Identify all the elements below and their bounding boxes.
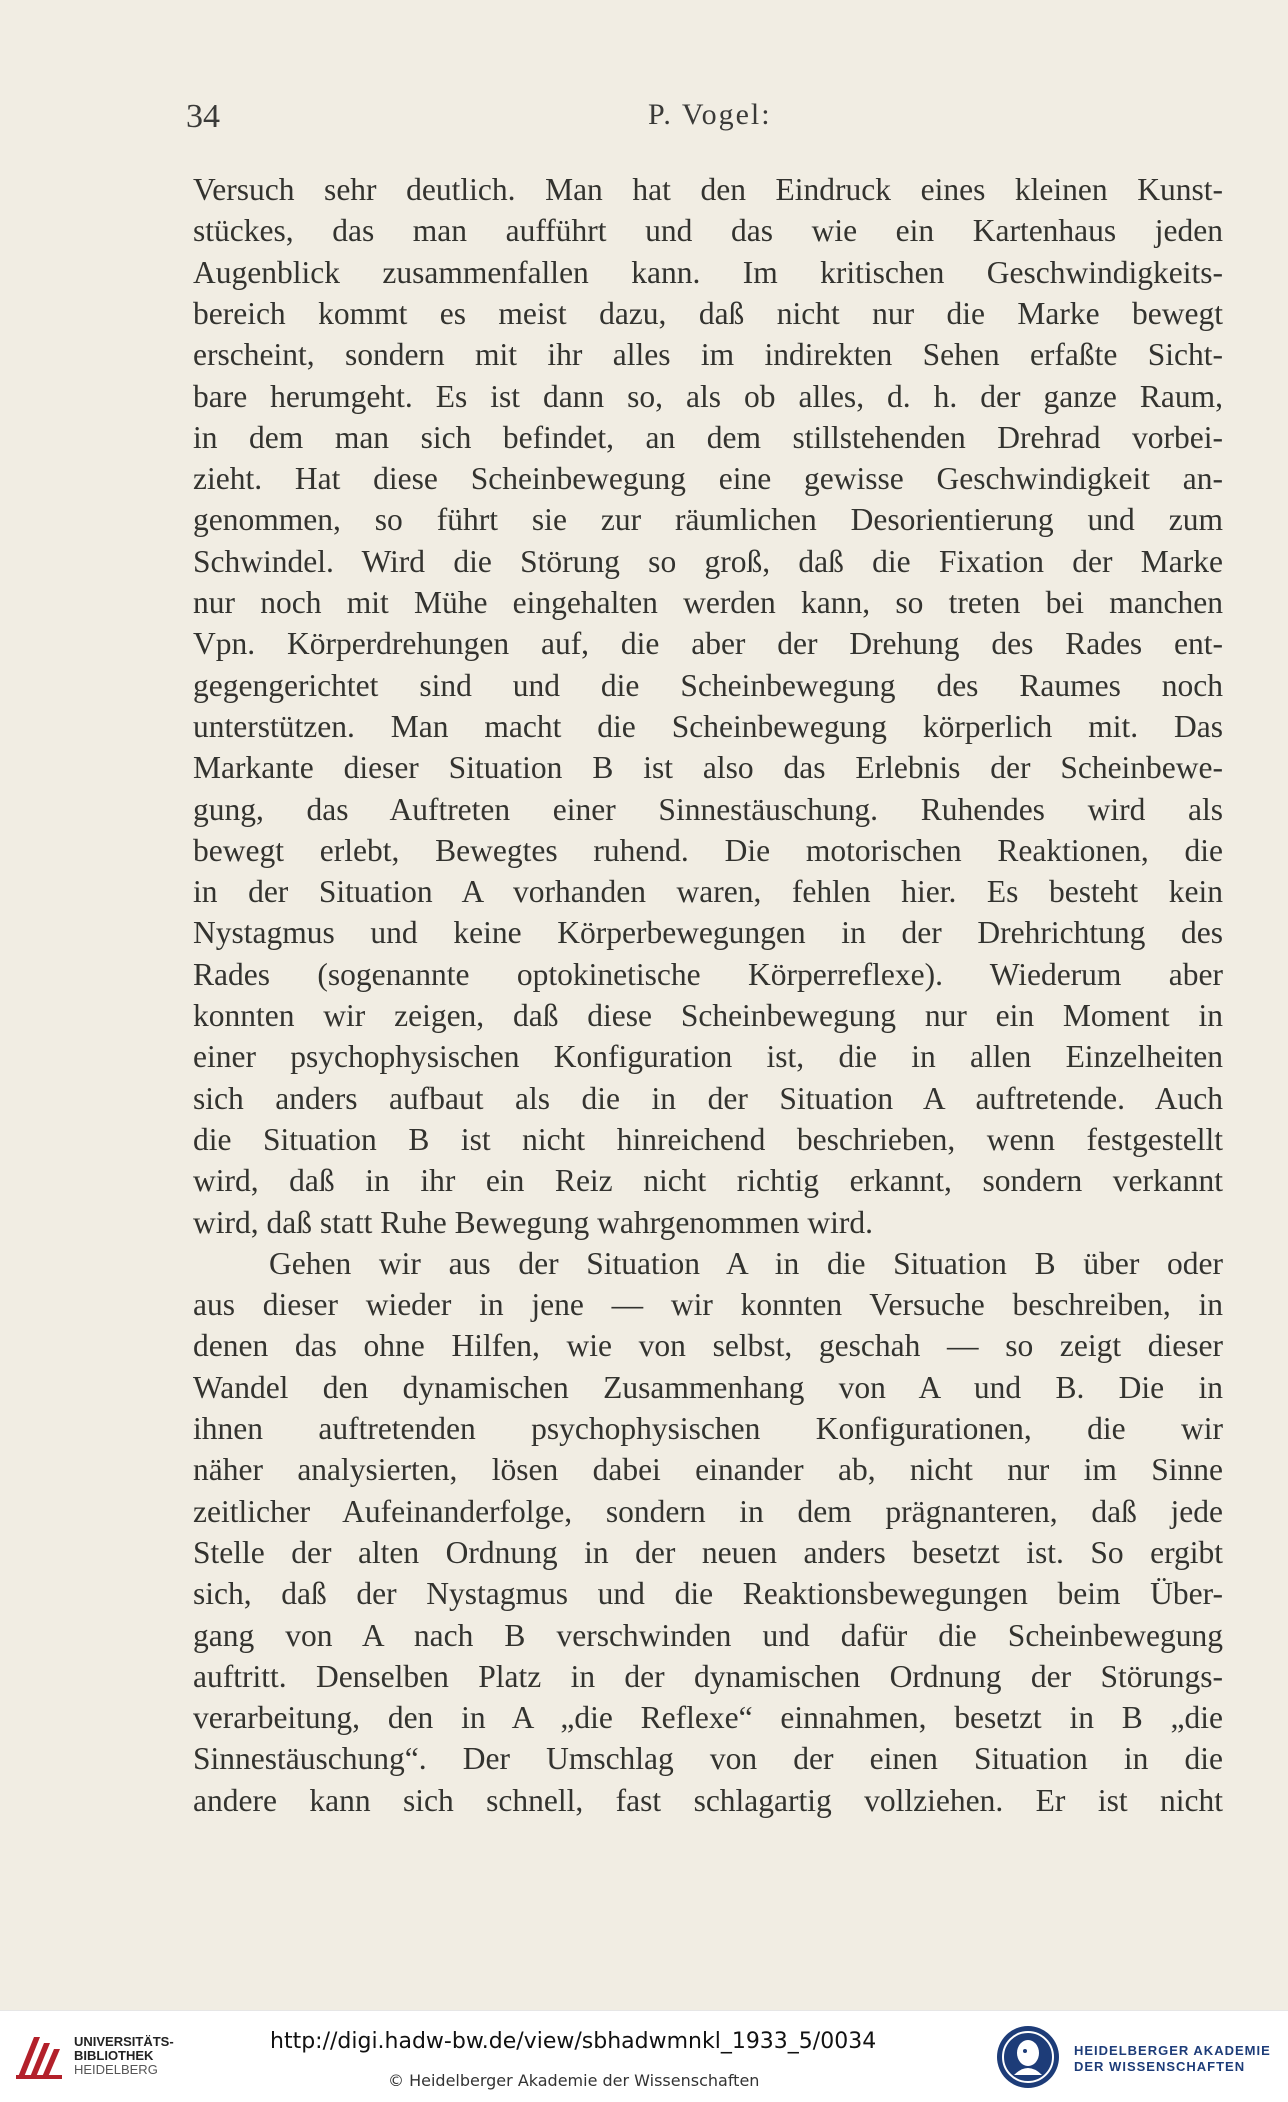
text-line: andere kann sich schnell, fast schlagartig vollziehen. Er ist nicht bbox=[193, 1782, 1223, 1818]
text-line: die Situation B ist nicht hinreichend beschrieben, wenn festgestellt bbox=[193, 1121, 1223, 1157]
academy-name bbox=[1074, 2043, 1271, 2075]
page-number: 34 bbox=[186, 98, 220, 135]
text-line: bereich kommt es meist dazu, daß nicht nur die Marke bewegt bbox=[193, 295, 1223, 331]
text-line: auftritt. Denselben Platz in der dynamischen Ordnung der Störungs- bbox=[193, 1658, 1223, 1694]
text-line: bare herumgeht. Es ist dann so, als ob alles, d. h. der ganze Raum, bbox=[193, 378, 1223, 414]
academy-seal-logo-icon bbox=[994, 2023, 1062, 2091]
text-line: wird, daß statt Ruhe Bewegung wahrgenommen wird. bbox=[193, 1204, 874, 1240]
text-line: denen das ohne Hilfen, wie von selbst, geschah — so zeigt dieser bbox=[193, 1328, 1223, 1364]
university-library-name bbox=[74, 2035, 174, 2077]
text-line: wird, daß in ihr ein Reiz nicht richtig erkannt, sondern verkannt bbox=[193, 1163, 1223, 1199]
copyright-notice: © Heidelberger Akademie der Wissenschaften bbox=[388, 2071, 760, 2090]
library-name-line2: BIBLIOTHEK bbox=[74, 2048, 154, 2063]
text-line: Sinnestäuschung“. Der Umschlag von der einen Situation in die bbox=[193, 1741, 1223, 1777]
text-line: Schwindel. Wird die Störung so groß, daß die Fixation der Marke bbox=[193, 543, 1223, 579]
permalink-url[interactable]: http://digi.hadw-bw.de/view/sbhadwmnkl_1933_5/0034 bbox=[270, 2029, 877, 2054]
text-line: aus dieser wieder in jene — wir konnten Versuche beschreiben, in bbox=[193, 1287, 1223, 1323]
text-line: gegengerichtet sind und die Scheinbewegung des Raumes noch bbox=[193, 667, 1223, 703]
text-line: bewegt erlebt, Bewegtes ruhend. Die motorischen Reaktionen, die bbox=[193, 832, 1223, 868]
text-line: Markante dieser Situation B ist also das Erlebnis der Scheinbewe- bbox=[193, 750, 1223, 786]
text-line: Rades (sogenannte optokinetische Körperreflexe). Wiederum aber bbox=[193, 956, 1223, 992]
text-line: sich anders aufbaut als die in der Situation A auftretende. Auch bbox=[193, 1080, 1223, 1116]
university-library-logo-icon bbox=[14, 2031, 68, 2081]
text-line: Versuch sehr deutlich. Man hat den Eindruck eines kleinen Kunst- bbox=[193, 172, 1223, 207]
text-line: Gehen wir aus der Situation A in die Situation B über oder bbox=[269, 1245, 1223, 1281]
text-line: ihnen auftretenden psychophysischen Konfigurationen, die wir bbox=[193, 1411, 1223, 1446]
academy-name-line1: HEIDELBERGER AKADEMIE bbox=[1074, 2043, 1271, 2058]
text-line: Vpn. Körperdrehungen auf, die aber der Drehung des Rades ent- bbox=[193, 626, 1223, 662]
text-line: unterstützen. Man macht die Scheinbewegung körperlich mit. Das bbox=[193, 708, 1223, 744]
text-line: Augenblick zusammenfallen kann. Im kritischen Geschwindigkeits- bbox=[193, 254, 1223, 290]
text-line: sich, daß der Nystagmus und die Reaktionsbewegungen beim Über- bbox=[193, 1576, 1223, 1612]
library-name-line1: UNIVERSITÄTS- bbox=[74, 2034, 174, 2049]
running-head: P. Vogel: bbox=[648, 98, 772, 131]
academy-name-line2: DER WISSENSCHAFTEN bbox=[1074, 2059, 1246, 2074]
text-line: genommen, so führt sie zur räumlichen Desorientierung und zum bbox=[193, 502, 1223, 538]
text-line: gung, das Auftreten einer Sinnestäuschung. Ruhendes wird als bbox=[193, 791, 1223, 827]
text-line: erscheint, sondern mit ihr alles im indirekten Sehen erfaßte Sicht- bbox=[193, 337, 1223, 373]
text-line: in der Situation A vorhanden waren, fehlen hier. Es besteht kein bbox=[193, 874, 1223, 910]
library-name-line3: HEIDELBERG bbox=[74, 2062, 158, 2077]
text-line: einer psychophysischen Konfiguration ist, die in allen Einzelheiten bbox=[193, 1039, 1223, 1075]
text-line: konnten wir zeigen, daß diese Scheinbewegung nur ein Moment in bbox=[193, 998, 1223, 1033]
text-line: stückes, das man aufführt und das wie ein Kartenhaus jeden bbox=[193, 213, 1223, 249]
text-line: in dem man sich befindet, an dem stillstehenden Drehrad vorbei- bbox=[193, 419, 1223, 455]
footer-bar bbox=[0, 2010, 1288, 2102]
text-line: gang von A nach B verschwinden und dafür die Scheinbewegung bbox=[193, 1617, 1223, 1653]
text-line: verarbeitung, den in A „die Reflexe“ einnahmen, besetzt in B „die bbox=[193, 1700, 1223, 1736]
text-line: Stelle der alten Ordnung in der neuen anders besetzt ist. So ergibt bbox=[193, 1534, 1223, 1570]
text-line: Nystagmus und keine Körperbewegungen in der Drehrichtung des bbox=[193, 915, 1223, 951]
text-line: nur noch mit Mühe eingehalten werden kann, so treten bei manchen bbox=[193, 585, 1223, 620]
text-line: zeitlicher Aufeinanderfolge, sondern in dem prägnanteren, daß jede bbox=[193, 1493, 1223, 1529]
text-line: näher analysierten, lösen dabei einander ab, nicht nur im Sinne bbox=[193, 1452, 1223, 1488]
text-line: Wandel den dynamischen Zusammenhang von A und B. Die in bbox=[193, 1369, 1223, 1405]
text-line: zieht. Hat diese Scheinbewegung eine gewisse Geschwindigkeit an- bbox=[193, 461, 1223, 497]
